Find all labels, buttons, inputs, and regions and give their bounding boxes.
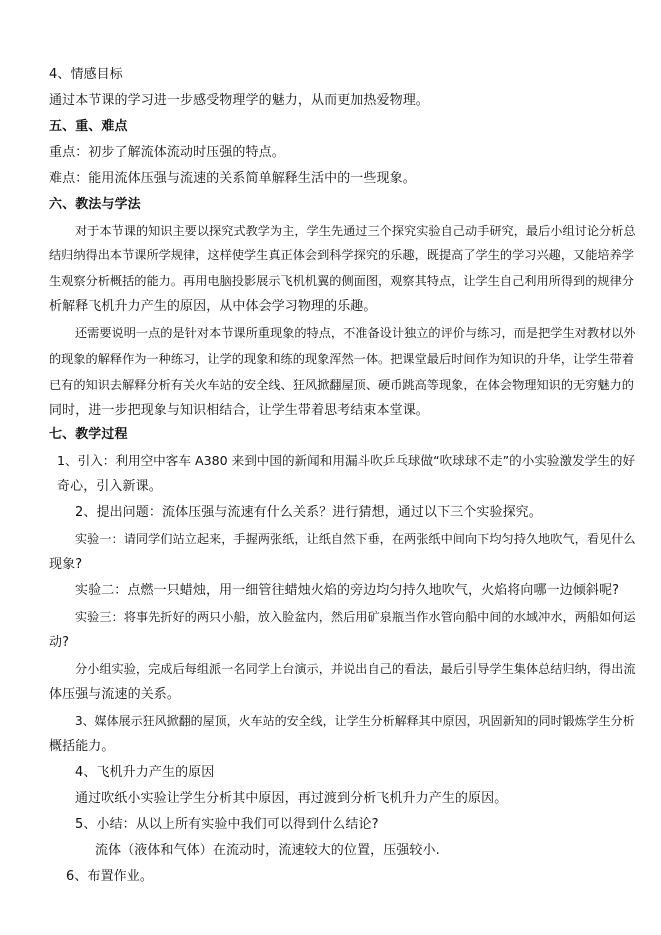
section-6-heading: 六、教法与学法 [49, 197, 141, 212]
step-1-line: 1、引入：利用空中客车 A380 来到中国的新闻和用漏斗吹乒乓球做“吹球球不走”的小实验激发学生的好 [57, 453, 636, 468]
affect-goal-heading: 4、情感目标 [49, 67, 123, 82]
section-6-para1-line: 析解释飞机升力产生的原因，从中体会学习物理的乐趣。 [49, 299, 377, 314]
section-6-para2-line: 的现象的解释作为一种练习，让学的现象和练的现象浑然一体。把课堂最后时间作为知识的升华，让学生带着 [49, 352, 634, 366]
affect-goal-text: 通过本节课的学习进一步感受物理学的魅力，从而更加热爱物理。 [49, 93, 429, 108]
section-6-para1-line: 生观察分析概括的能力。再用电脑投影展示飞机机翼的侧面图，观察其特点，让学生自己利用所得到的规律分 [49, 274, 634, 288]
section-6-para1-line: 结归纳得出本节课所学规律，这样使学生真正体会到科学探究的乐趣，既提高了学生的学习兴趣，又能培养学 [49, 248, 634, 262]
experiment-1-line: 实验一：请同学们站立起来，手握两张纸，让纸自然下垂，在两张纸中间向下均匀持久地吹气，看见什么 [75, 532, 636, 546]
section-6-para1-line: 对于本节课的知识主要以探究式教学为主，学生先通过三个探究实验自己动手研究，最后小组讨论分析总 [75, 224, 636, 238]
section-6-para2-line: 同时，进一步把现象与知识相结合，让学生带着思考结束本堂课。 [49, 403, 429, 418]
key-point: 重点：初步了解流体流动时压强的特点。 [49, 145, 285, 160]
experiment-3-line: 动? [49, 635, 70, 650]
section-7-heading: 七、教学过程 [49, 427, 128, 442]
experiment-2: 实验二：点燃一只蜡烛，用一细管往蜡烛火焰的旁边均匀持久地吹气，火焰将向哪一边倾斜呢? [75, 583, 620, 598]
group-experiment-line: 分小组实验，完成后每组派一名同学上台演示，并说出自己的看法，最后引导学生集体总结归纳，得出流 [75, 662, 636, 676]
step-3-line: 3、媒体展示狂风掀翻的屋顶，火车站的安全线，让学生分析解释其中原因，巩固新知的同时锻炼学生分析 [75, 714, 635, 728]
conclusion: 流体（液体和气体）在流动时，流速较大的位置，压强较小. [95, 843, 440, 858]
step-4-heading: 4、飞机升力产生的原因 [75, 765, 215, 780]
difficult-point: 难点：能用流体压强与流速的关系简单解释生活中的一些现象。 [49, 171, 416, 186]
section-6-para2-line: 还需要说明一点的是针对本节课所重现象的特点，不准备设计独立的评价与练习，而是把学生对教材以外 [75, 326, 636, 340]
section-6-para2-line: 已有的知识去解释分析有关火车站的安全线、狂风掀翻屋顶、硬币跳高等现象，在体会物理知识的无穷魅力的 [49, 378, 634, 392]
experiment-1-line: 现象? [49, 557, 83, 572]
step-5: 5、小结：从以上所有实验中我们可以得到什么结论? [75, 817, 379, 832]
step-4-text: 通过吹纸小实验让学生分析其中原因，再过渡到分析飞机升力产生的原因。 [75, 791, 508, 806]
step-3-line: 概括能力。 [49, 739, 115, 754]
step-1-line: 奇心，引入新课。 [57, 479, 162, 494]
step-6: 6、布置作业。 [66, 869, 153, 884]
section-5-heading: 五、重、难点 [49, 119, 128, 134]
group-experiment-line: 体压强与流速的关系。 [49, 687, 181, 702]
step-2: 2、提出问题：流体压强与流速有什么关系？进行猜想，通过以下三个实验探究。 [75, 505, 542, 520]
experiment-3-line: 实验三：将事先折好的两只小船，放入脸盆内，然后用矿泉瓶当作水管向船中间的水域冲水，两船如何运 [75, 610, 636, 624]
